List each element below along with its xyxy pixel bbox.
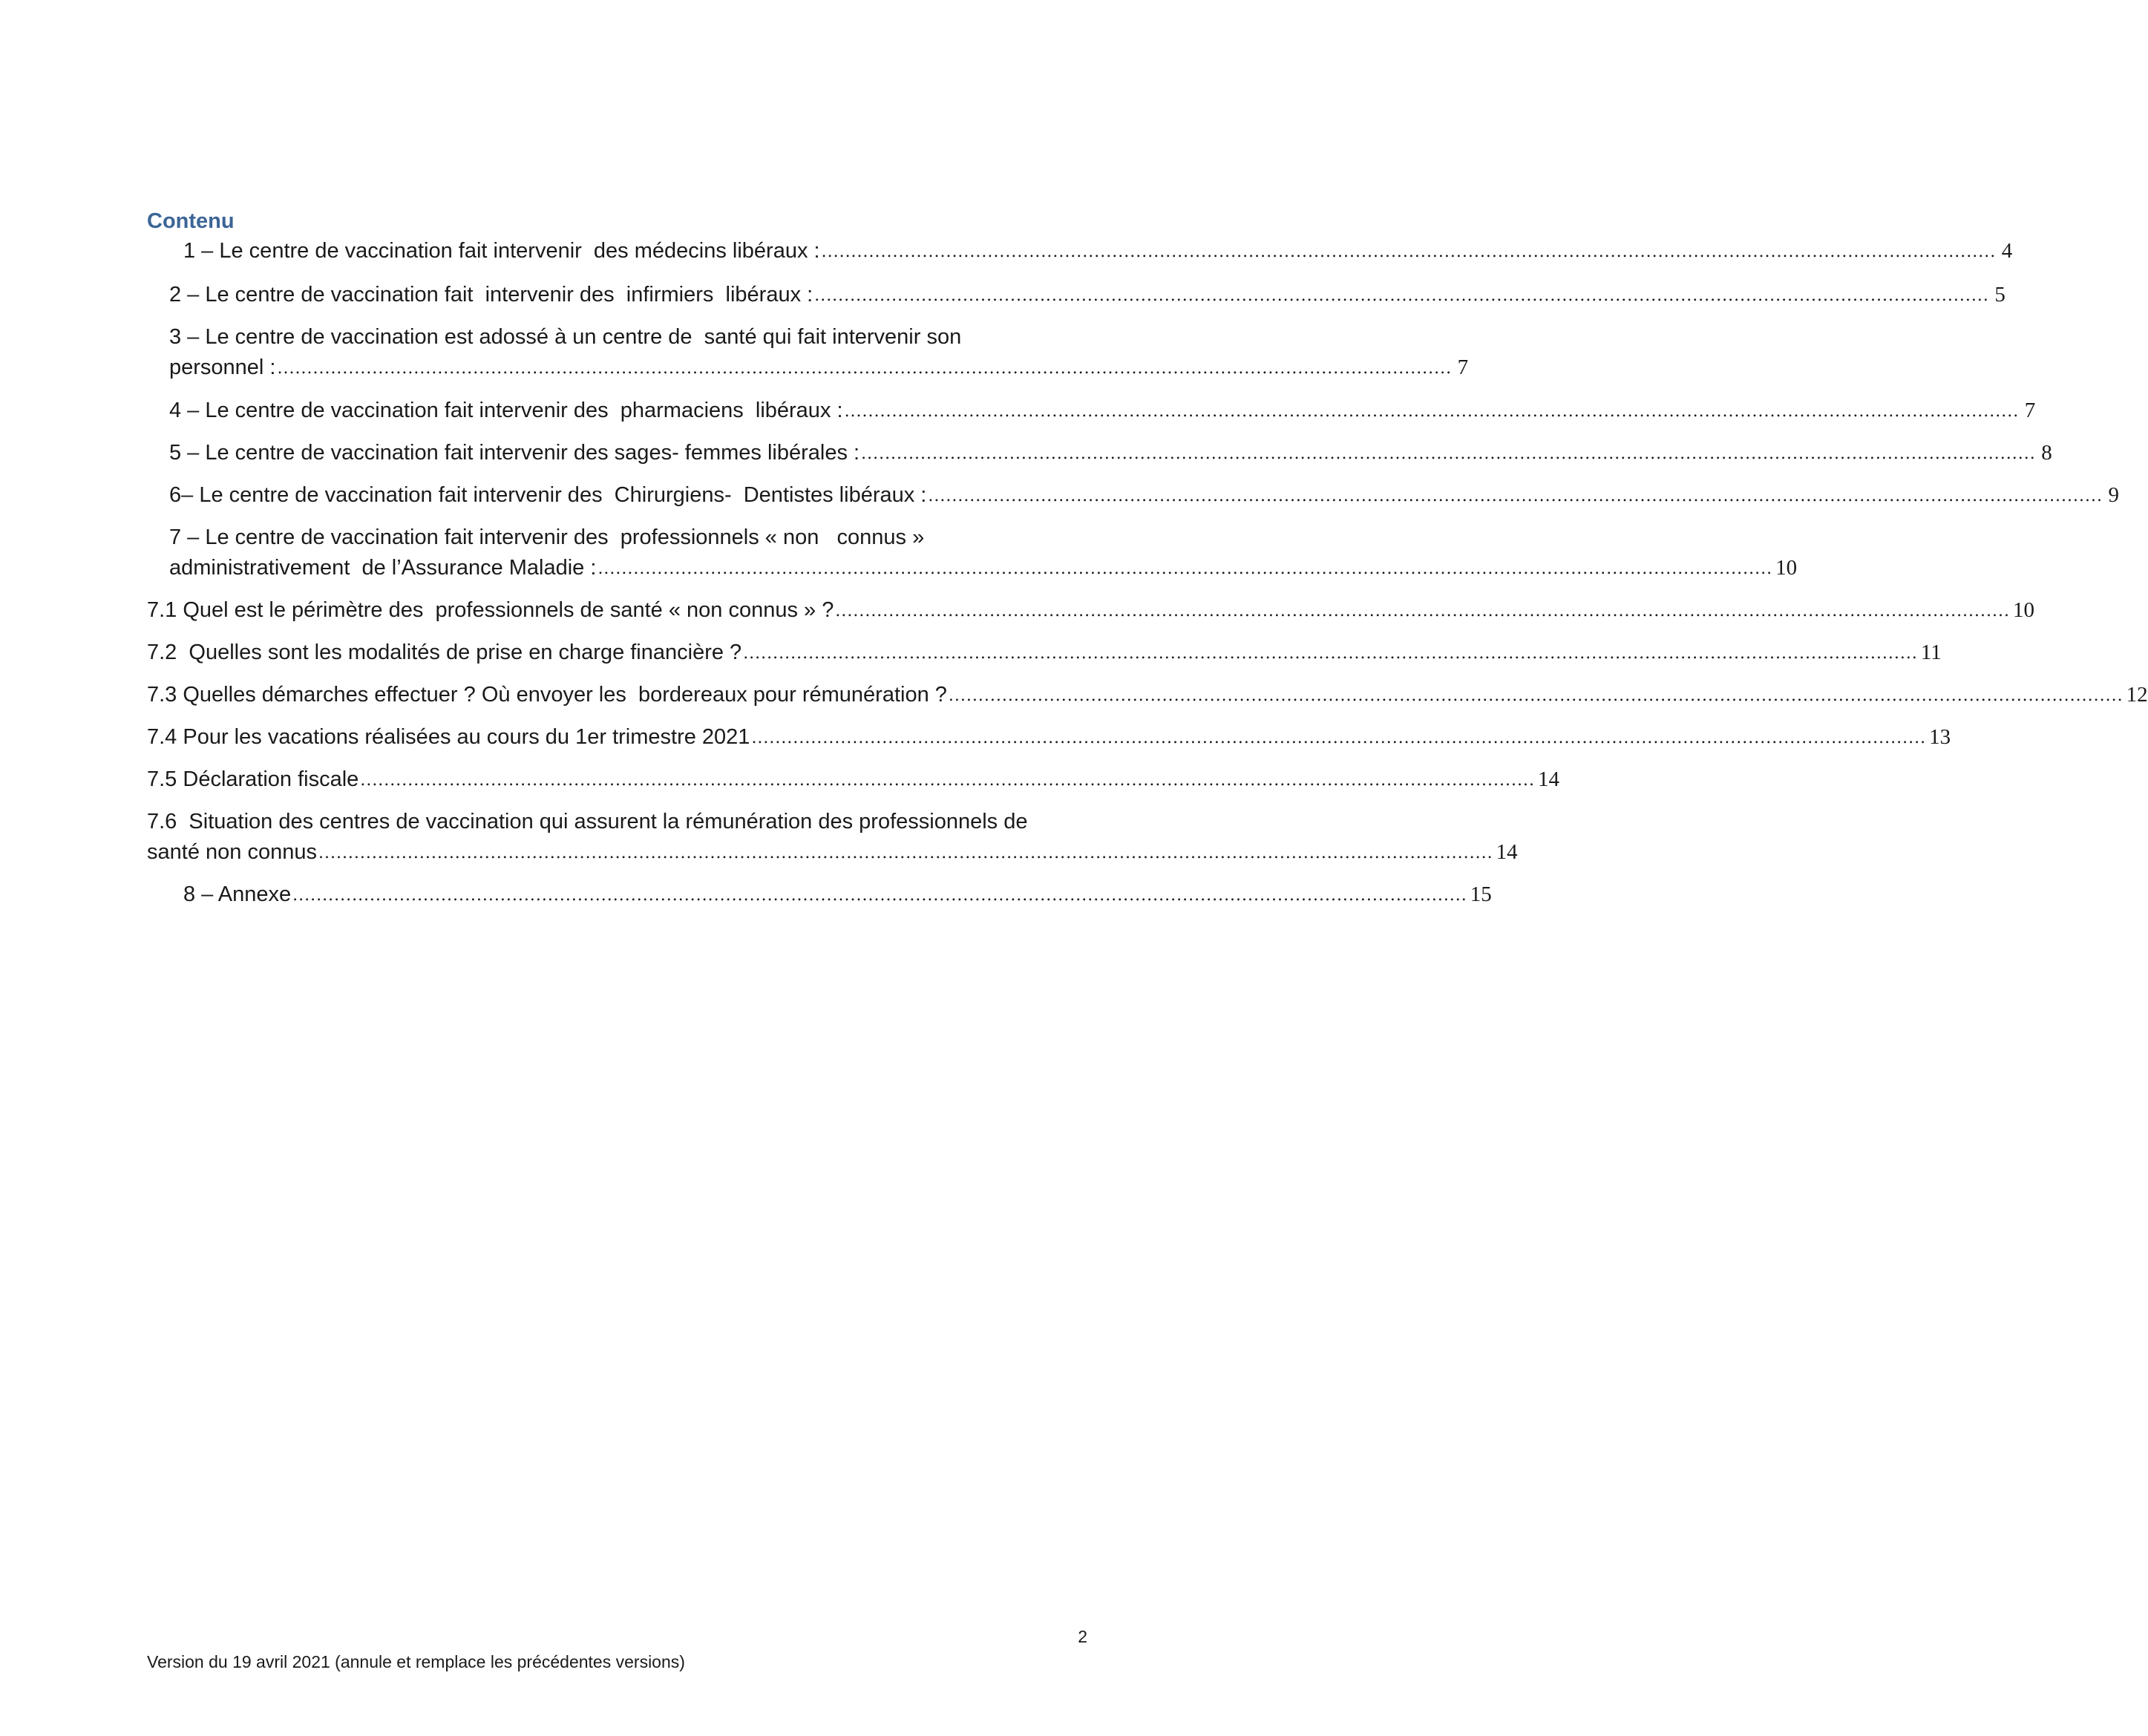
toc-entry-7-2[interactable] xyxy=(147,638,1942,669)
toc-entry-text: santé non connus xyxy=(147,840,317,864)
toc-entry-text: 1 – Le centre de vaccination fait intervenir des médecins libéraux : xyxy=(183,239,820,263)
version-footer: Version du 19 avril 2021 (annule et remplace les précédentes versions) xyxy=(147,1652,685,1671)
dot-leader: ...................................................................................................................................................................................................... xyxy=(948,687,2124,705)
dot-leader: ...................................................................................................................................................................................................... xyxy=(292,886,1467,905)
toc-entry-3[interactable] xyxy=(169,322,1469,384)
dot-leader: ...................................................................................................................................................................................................... xyxy=(844,402,2020,421)
toc-entry-page: 5 xyxy=(1994,283,2005,307)
toc-entry-page: 13 xyxy=(1929,725,1951,749)
dot-leader: ...................................................................................................................................................................................................... xyxy=(318,844,1493,862)
dot-leader: ...................................................................................................................................................................................................... xyxy=(928,487,2103,505)
toc-entry-text: personnel : xyxy=(169,356,276,379)
toc-entry-7[interactable] xyxy=(169,523,1798,585)
dot-leader: ...................................................................................................................................................................................................... xyxy=(277,359,1453,378)
toc-entry-7-6[interactable] xyxy=(147,807,1518,869)
toc-entry-page: 10 xyxy=(2013,598,2035,622)
toc-entry-4[interactable] xyxy=(169,396,2036,428)
toc-entry-page: 14 xyxy=(1496,840,1518,864)
toc-entry-1[interactable] xyxy=(183,236,2013,268)
toc-entry-text: 7.4 Pour les vacations réalisées au cours du 1er trimestre 2021 xyxy=(147,725,750,749)
dot-leader: ...................................................................................................................................................................................................... xyxy=(835,602,2011,620)
dot-leader: ...................................................................................................................................................................................................... xyxy=(597,560,1773,578)
dot-leader: ...................................................................................................................................................................................................... xyxy=(751,729,1927,747)
toc-entry-page: 4 xyxy=(2001,239,2013,263)
toc-entry-page: 11 xyxy=(1920,641,1942,664)
toc-entry-text: 5 – Le centre de vaccination fait intervenir des sages- femmes libérales : xyxy=(169,441,860,465)
toc-entry-text: 2 – Le centre de vaccination fait intervenir des infirmiers libéraux : xyxy=(169,283,813,307)
dot-leader: ...................................................................................................................................................................................................... xyxy=(360,771,1535,790)
toc-entry-text: 6– Le centre de vaccination fait intervenir des Chirurgiens- Dentistes libéraux : xyxy=(169,483,927,507)
toc-entry-page: 14 xyxy=(1537,767,1559,791)
toc-entry-7-4[interactable] xyxy=(147,722,1951,754)
toc-entry-text-line1: 7 – Le centre de vaccination fait intervenir des professionnels « non connus » xyxy=(169,525,925,549)
toc-entry-6[interactable] xyxy=(169,480,2120,512)
dot-leader: ...................................................................................................................................................................................................... xyxy=(861,445,2036,463)
toc-title: Contenu xyxy=(147,209,235,233)
toc-entry-page: 12 xyxy=(2126,683,2148,707)
toc-entry-text-line1: 3 – Le centre de vaccination est adossé à un centre de santé qui fait intervenir son xyxy=(169,325,962,349)
dot-leader: ...................................................................................................................................................................................................... xyxy=(814,286,1989,305)
toc-entry-2[interactable] xyxy=(169,280,2005,312)
toc-entry-text: 7.1 Quel est le périmètre des professionnels de santé « non connus » ? xyxy=(147,598,834,622)
toc-entry-5[interactable] xyxy=(169,438,2052,470)
dot-leader: ...................................................................................................................................................................................................... xyxy=(743,644,1918,663)
toc-entry-page: 15 xyxy=(1470,882,1492,906)
page-number: 2 xyxy=(1078,1627,1087,1646)
toc-entry-text: administrativement de l’Assurance Maladie : xyxy=(169,556,597,580)
toc-entry-page: 9 xyxy=(2108,483,2120,507)
toc-entry-text: 7.2 Quelles sont les modalités de prise en charge financière ? xyxy=(147,641,742,664)
dot-leader: ...................................................................................................................................................................................................... xyxy=(821,243,1997,261)
toc-entry-page: 7 xyxy=(2024,399,2036,422)
toc-entry-text: 7.3 Quelles démarches effectuer ? Où envoyer les bordereaux pour rémunération ? xyxy=(147,683,947,707)
toc-entry-7-5[interactable] xyxy=(147,764,1559,796)
toc-entry-text: 8 – Annexe xyxy=(183,882,292,906)
toc-entry-page: 8 xyxy=(2041,441,2052,465)
toc-entry-7-1[interactable] xyxy=(147,595,2035,627)
toc-entry-text-line1: 7.6 Situation des centres de vaccination qui assurent la rémunération des professionnels de xyxy=(147,810,1028,833)
toc-entry-page: 10 xyxy=(1775,556,1798,580)
toc-entry-7-3[interactable] xyxy=(147,680,2148,712)
toc-entry-page: 7 xyxy=(1457,356,1469,379)
toc-entry-text: 7.5 Déclaration fiscale xyxy=(147,767,359,791)
toc-entry-text: 4 – Le centre de vaccination fait intervenir des pharmaciens libéraux : xyxy=(169,399,843,422)
toc-entry-8[interactable] xyxy=(183,880,1492,911)
